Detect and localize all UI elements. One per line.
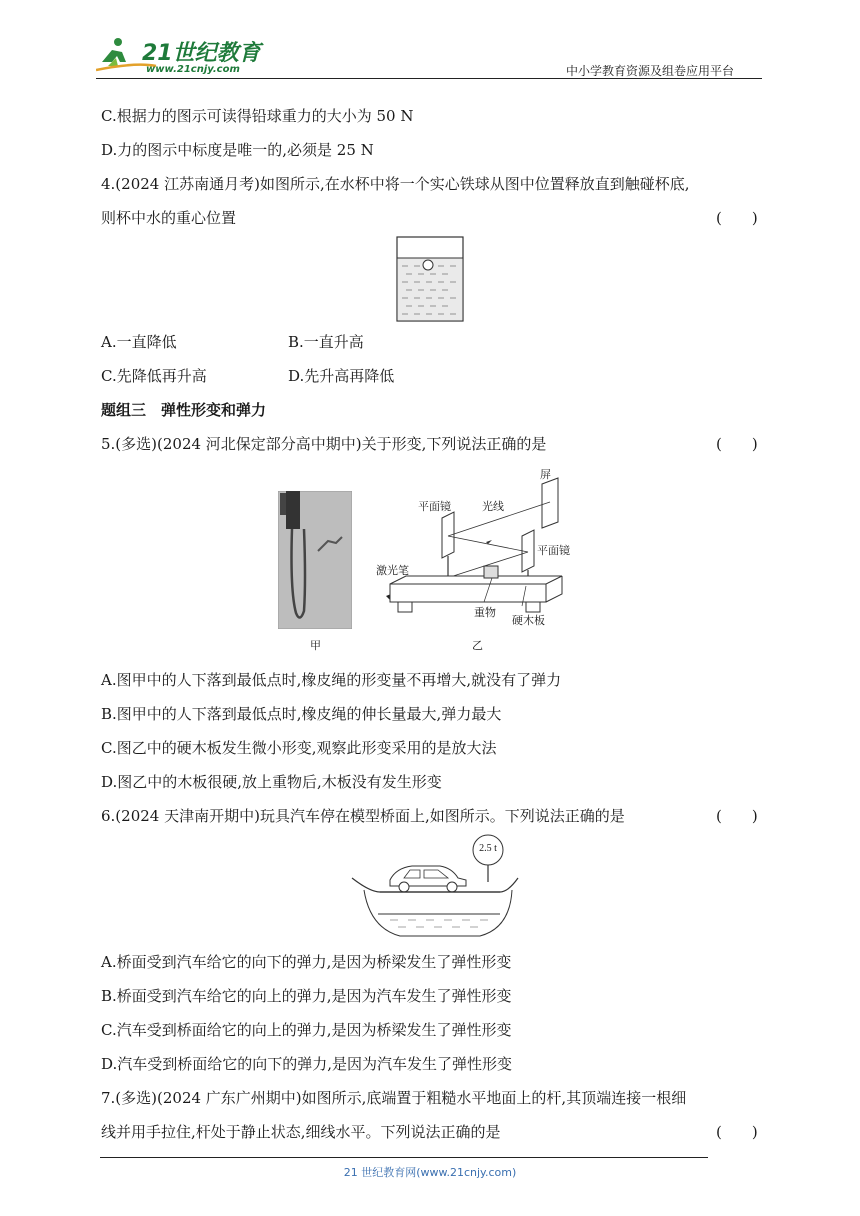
q6-option-c: C.汽车受到桥面给它的向上的弹力,是因为桥梁发生了弹性形变 bbox=[101, 1021, 512, 1039]
label-jia: 甲 bbox=[310, 639, 321, 652]
q7-stem-line1: 7.(多选)(2024 广东广州期中)如图所示,底端置于粗糙水平地面上的杆,其顶端连接一根细 bbox=[101, 1089, 687, 1107]
label-light: 光线 bbox=[482, 500, 504, 513]
q5-option-b: B.图甲中的人下落到最低点时,橡皮绳的伸长量最大,弹力最大 bbox=[101, 705, 502, 723]
label-laser: 激光笔 bbox=[376, 564, 409, 577]
q7-answer-paren: ( ) bbox=[716, 1123, 758, 1141]
q6-option-b: B.桥面受到汽车给它的向上的弹力,是因为汽车发生了弹性形变 bbox=[101, 987, 512, 1005]
q6-option-d: D.汽车受到桥面给它的向下的弹力,是因为汽车发生了弹性形变 bbox=[101, 1055, 513, 1073]
label-mirror-top: 平面镜 bbox=[418, 500, 451, 513]
q4-option-d: D.先升高再降低 bbox=[288, 367, 395, 385]
label-yi: 乙 bbox=[472, 639, 483, 652]
q7-stem-line2: 线并用手拉住,杆处于静止状态,细线水平。下列说法正确的是 bbox=[101, 1123, 501, 1141]
section-heading: 题组三 弹性形变和弹力 bbox=[101, 401, 267, 419]
q5-option-c: C.图乙中的硬木板发生微小形变,观察此形变采用的是放大法 bbox=[101, 739, 497, 757]
footer-rule bbox=[100, 1157, 708, 1158]
q4-option-c: C.先降低再升高 bbox=[101, 367, 207, 385]
label-weight: 重物 bbox=[474, 606, 496, 619]
label-mirror-right: 平面镜 bbox=[537, 544, 570, 557]
header-rule bbox=[96, 78, 762, 79]
q6-stem: 6.(2024 天津南开期中)玩具汽车停在模型桥面上,如图所示。下列说法正确的是 bbox=[101, 807, 625, 825]
q5-answer-paren: ( ) bbox=[716, 435, 758, 453]
q3-option-c: C.根据力的图示可读得铅球重力的大小为 50 N bbox=[101, 107, 414, 125]
logo-url: www.21cnjy.com bbox=[146, 64, 240, 75]
q5-stem: 5.(多选)(2024 河北保定部分高中期中)关于形变,下列说法正确的是 bbox=[101, 435, 547, 453]
load-limit-sign: 2.5 t bbox=[479, 843, 497, 854]
label-board: 硬木板 bbox=[512, 614, 545, 627]
logo-title: 21世纪教育 bbox=[142, 41, 261, 66]
q6-option-a: A.桥面受到汽车给它的向下的弹力,是因为桥梁发生了弹性形变 bbox=[101, 953, 512, 971]
header-logo bbox=[96, 36, 266, 80]
label-screen: 屏 bbox=[540, 468, 551, 481]
q4-cup-figure bbox=[396, 236, 464, 322]
q3-option-d: D.力的图示中标度是唯一的,必须是 25 N bbox=[101, 141, 374, 159]
q4-option-b: B.一直升高 bbox=[288, 333, 364, 351]
q4-stem-line2: 则杯中水的重心位置 bbox=[101, 209, 237, 227]
q5-option-a: A.图甲中的人下落到最低点时,橡皮绳的形变量不再增大,就没有了弹力 bbox=[101, 671, 562, 689]
q5-option-d: D.图乙中的木板很硬,放上重物后,木板没有发生形变 bbox=[101, 773, 442, 791]
q6-answer-paren: ( ) bbox=[716, 807, 758, 825]
q4-option-a: A.一直降低 bbox=[101, 333, 177, 351]
q4-stem-line1: 4.(2024 江苏南通月考)如图所示,在水杯中将一个实心铁球从图中位置释放直到触碰杯底, bbox=[101, 175, 690, 193]
q5-figure-jia bbox=[278, 491, 352, 629]
footer-text: 21 世纪教育网(www.21cnjy.com) bbox=[343, 1166, 517, 1179]
platform-name: 中小学教育资源及组卷应用平台 bbox=[566, 64, 735, 78]
q4-answer-paren: ( ) bbox=[716, 209, 758, 227]
